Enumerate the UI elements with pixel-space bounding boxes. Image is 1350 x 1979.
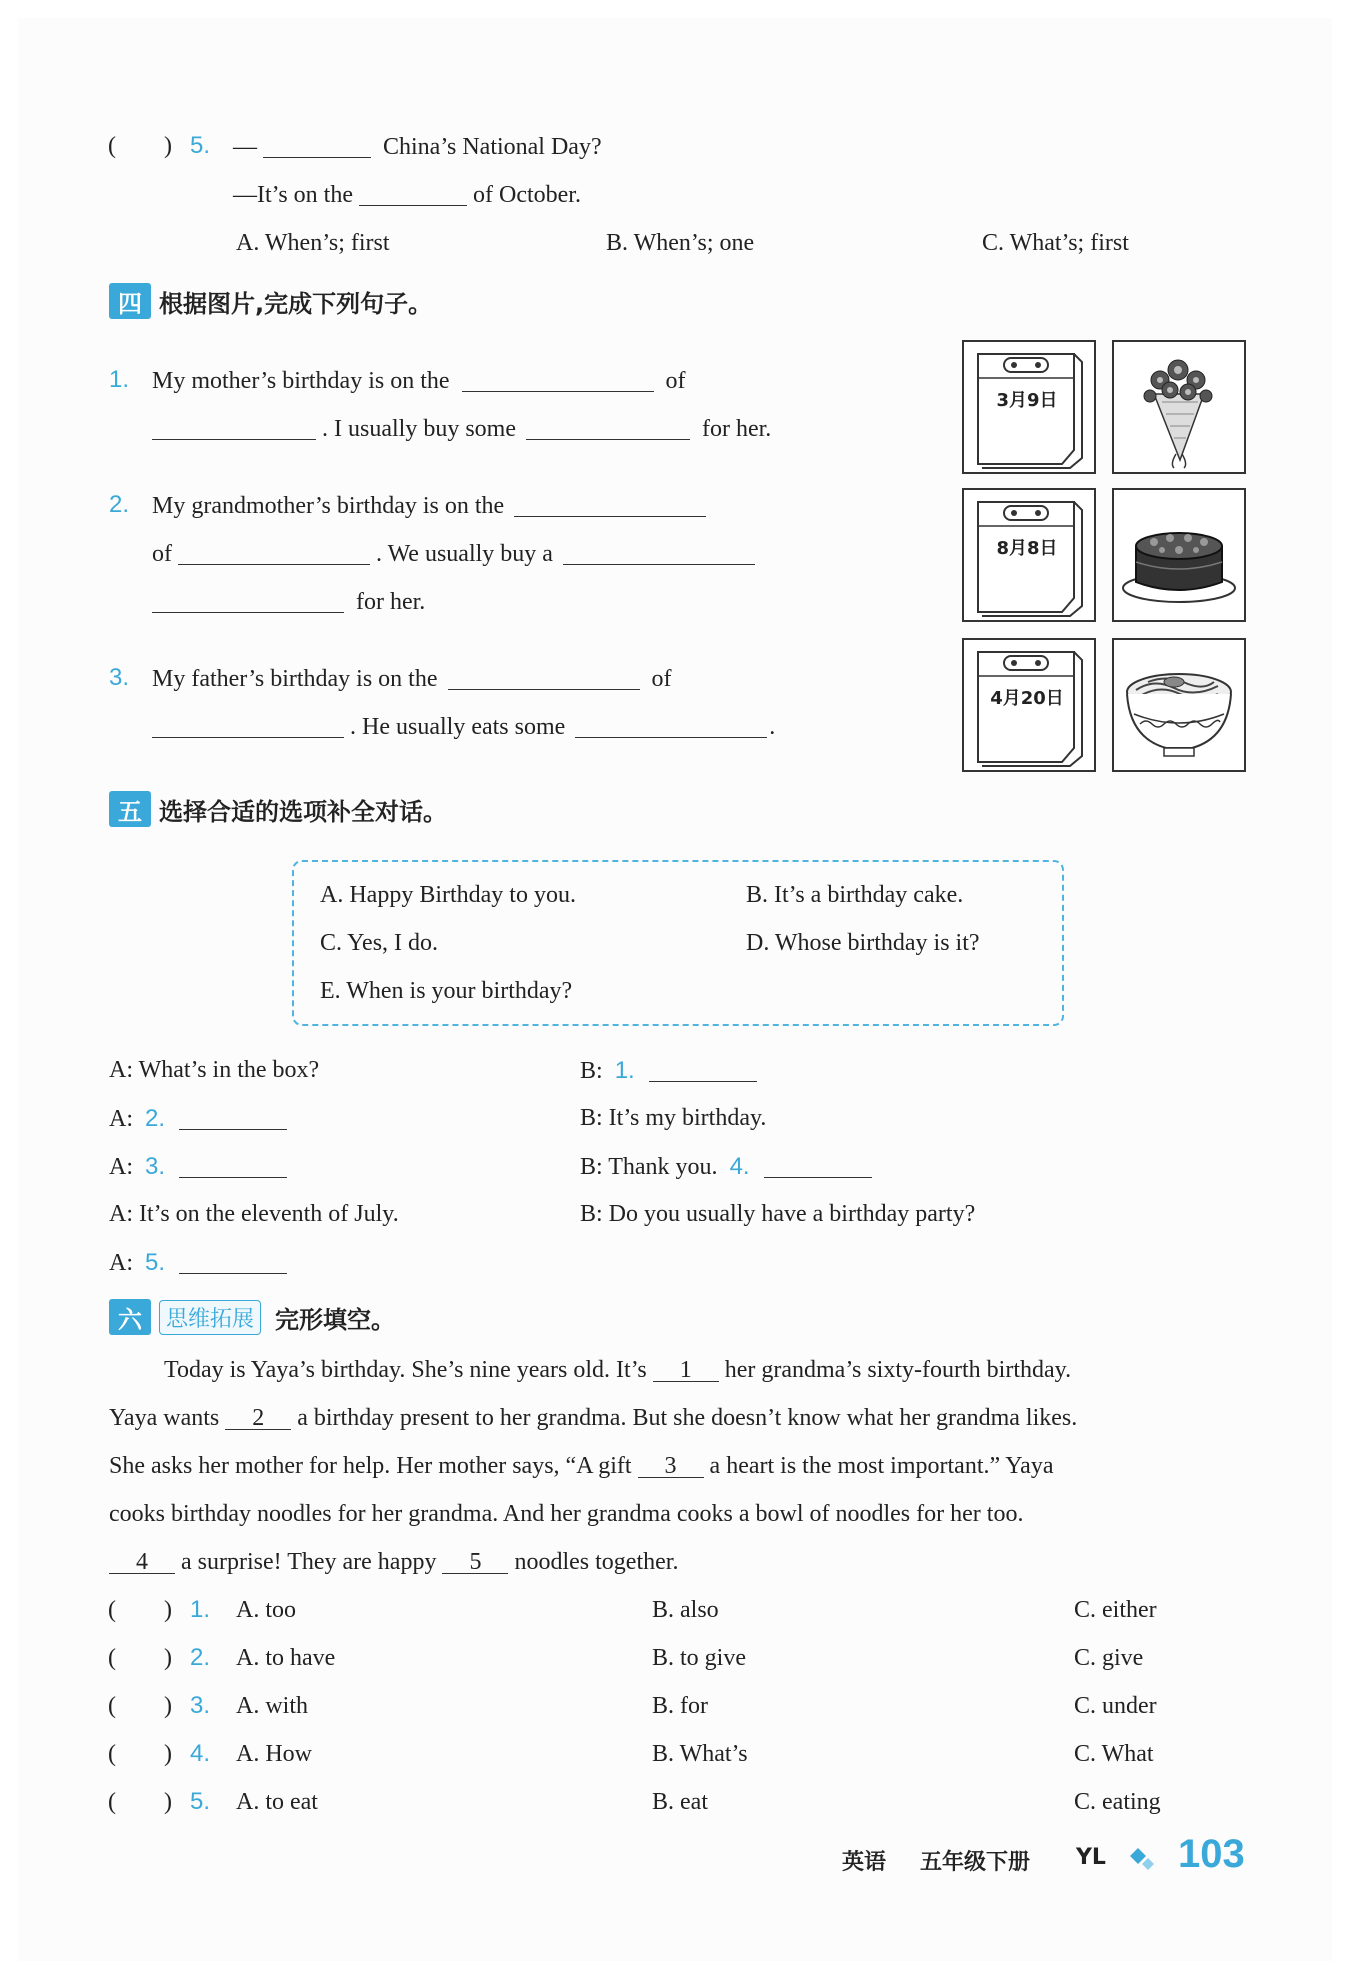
blank-number: 3. xyxy=(145,1153,166,1180)
blank-number: 5. xyxy=(145,1249,166,1276)
s4-item-1-of: of xyxy=(665,368,686,394)
answer-blank[interactable] xyxy=(462,369,654,392)
choice-a: A. to eat xyxy=(236,1789,318,1815)
choice-b: B. for xyxy=(652,1693,708,1719)
blank-number: 4. xyxy=(729,1153,750,1180)
answer-blank[interactable] xyxy=(649,1059,757,1082)
q5-line2-prefix: —It’s on the xyxy=(233,182,353,208)
section-6-badge: 六 xyxy=(109,1299,151,1335)
speaker-a: A: xyxy=(109,1250,133,1276)
s4-item-2-of: of xyxy=(152,541,172,567)
calendar-image-3 xyxy=(962,638,1096,772)
answer-paren[interactable]: ( ) xyxy=(108,1597,172,1623)
choice-b: B. to give xyxy=(652,1645,746,1671)
answer-blank[interactable] xyxy=(179,1155,287,1178)
cloze-text: noodles together. xyxy=(514,1549,679,1575)
cloze-line-5 xyxy=(109,1547,678,1577)
q5-paren: ( ) xyxy=(108,133,172,159)
dialogue-line-1b xyxy=(580,1055,763,1086)
s4-item-1-text2: . I usually buy some xyxy=(322,416,516,442)
noodles-image xyxy=(1112,638,1246,772)
s4-item-3-line1 xyxy=(152,663,672,694)
dialogue-line-3b xyxy=(580,1151,878,1182)
speaker-b: B: xyxy=(580,1058,603,1084)
choice-b: B. eat xyxy=(652,1789,708,1815)
dialogue-line-4a: A: It’s on the eleventh of July. xyxy=(109,1201,399,1227)
cloze-text: Yaya wants xyxy=(109,1405,220,1431)
choice-c: C. either xyxy=(1074,1597,1157,1623)
q5-number: 5. xyxy=(190,132,211,159)
cloze-line-4: cooks birthday noodles for her grandma. And her grandma cooks a bowl of noodles for her too. xyxy=(109,1501,1024,1527)
choice-a: A. with xyxy=(236,1693,308,1719)
q5-option-c: C. What’s; first xyxy=(982,230,1129,256)
answer-paren[interactable]: ( ) xyxy=(108,1789,172,1815)
answer-blank[interactable] xyxy=(178,542,370,565)
calendar-date-1: 3月9日 xyxy=(996,390,1058,411)
s4-item-2-number: 2. xyxy=(109,491,130,518)
cloze-line-2 xyxy=(109,1403,1077,1433)
cloze-line-1 xyxy=(164,1355,1071,1385)
footer-edition: YL xyxy=(1076,1845,1106,1870)
answer-blank[interactable] xyxy=(563,542,755,565)
cloze-gap-1[interactable]: 1 xyxy=(653,1355,719,1382)
answer-blank[interactable] xyxy=(152,590,344,613)
choice-b: B. What’s xyxy=(652,1741,748,1767)
choice-c: C. give xyxy=(1074,1645,1144,1671)
section-6-heading xyxy=(109,1299,395,1335)
s4-item-3-text2: . He usually eats some xyxy=(350,714,566,740)
question-number: 2. xyxy=(190,1644,211,1671)
page-number: 103 xyxy=(1178,1832,1245,1876)
answer-blank[interactable] xyxy=(575,715,767,738)
answer-blank[interactable] xyxy=(263,135,371,158)
question-number: 4. xyxy=(190,1740,211,1767)
answer-paren[interactable]: ( ) xyxy=(108,1693,172,1719)
answer-paren[interactable]: ( ) xyxy=(108,1645,172,1671)
dialogue-line-3a xyxy=(109,1151,293,1182)
option-b: B. It’s a birthday cake. xyxy=(746,882,964,908)
speaker-a: A: xyxy=(109,1154,133,1180)
answer-blank[interactable] xyxy=(179,1251,287,1274)
question-number: 5. xyxy=(190,1788,211,1815)
s4-item-2-line3 xyxy=(152,586,425,617)
choice-c: C. What xyxy=(1074,1741,1154,1767)
cloze-gap-2[interactable]: 2 xyxy=(225,1403,291,1430)
calendar-date-3: 4月20日 xyxy=(990,688,1064,709)
answer-blank[interactable] xyxy=(526,417,690,440)
s4-item-1-text: My mother’s birthday is on the xyxy=(152,368,450,394)
s4-item-1-number: 1. xyxy=(109,366,130,393)
cake-image xyxy=(1112,488,1246,622)
cloze-text: a birthday present to her grandma. But she doesn’t know what her grandma likes. xyxy=(297,1405,1078,1431)
answer-paren[interactable]: ( ) xyxy=(108,1741,172,1767)
choice-a: A. to have xyxy=(236,1645,336,1671)
choice-c: C. under xyxy=(1074,1693,1157,1719)
s4-item-1-text3: for her. xyxy=(701,416,772,442)
s4-item-3-line2 xyxy=(152,711,775,742)
option-d: D. Whose birthday is it? xyxy=(746,930,980,956)
q5-line2-suffix: of October. xyxy=(473,182,581,208)
s4-item-2-text2: . We usually buy a xyxy=(376,541,553,567)
s4-item-3-text: My father’s birthday is on the xyxy=(152,666,438,692)
cloze-text: Today is Yaya’s birthday. She’s nine years old. It’s xyxy=(164,1357,647,1383)
s4-item-3-of: of xyxy=(651,666,672,692)
s4-item-1-line1 xyxy=(152,365,686,396)
choice-a: A. How xyxy=(236,1741,312,1767)
calendar-date-2: 8月8日 xyxy=(996,538,1058,559)
answer-blank[interactable] xyxy=(448,667,640,690)
flower-bouquet-icon xyxy=(1114,342,1244,472)
q5-option-a: A. When’s; first xyxy=(236,230,390,256)
s4-item-1-line2 xyxy=(152,413,771,444)
s4-item-2-line2 xyxy=(152,538,761,569)
dialogue-text: B: Thank you. xyxy=(580,1154,718,1180)
option-e: E. When is your birthday? xyxy=(320,978,573,1004)
section-6-title: 完形填空。 xyxy=(275,1305,396,1334)
answer-blank[interactable] xyxy=(359,183,467,206)
choice-b: B. also xyxy=(652,1597,719,1623)
question-number: 1. xyxy=(190,1596,211,1623)
q5-dash: — xyxy=(233,134,257,160)
option-a: A. Happy Birthday to you. xyxy=(320,882,576,908)
s4-item-2-text3: for her. xyxy=(356,589,426,615)
dialogue-line-1a: A: What’s in the box? xyxy=(109,1057,320,1083)
question-number: 3. xyxy=(190,1692,211,1719)
section-5-badge: 五 xyxy=(109,791,151,827)
q5-line1-text: China’s National Day? xyxy=(383,134,602,160)
section-4-heading xyxy=(109,283,432,319)
speaker-a: A: xyxy=(109,1106,133,1132)
cloze-gap-5[interactable]: 5 xyxy=(442,1547,508,1574)
s4-item-3-period: . xyxy=(769,714,776,740)
flowers-image xyxy=(1112,340,1246,474)
q5-line1 xyxy=(233,131,602,162)
option-c: C. Yes, I do. xyxy=(320,930,439,956)
section-5-heading xyxy=(109,791,447,827)
answer-blank[interactable] xyxy=(514,494,706,517)
blank-number: 2. xyxy=(145,1105,166,1132)
diamond-icon xyxy=(1128,1846,1158,1879)
cloze-line-3 xyxy=(109,1451,1053,1481)
footer-subject: 英语 xyxy=(842,1850,887,1875)
s4-item-3-number: 3. xyxy=(109,664,130,691)
cloze-text: her grandma’s sixty-fourth birthday. xyxy=(724,1357,1072,1383)
s4-item-2-text: My grandmother’s birthday is on the xyxy=(152,493,505,519)
dialogue-line-5a xyxy=(109,1247,293,1278)
dialogue-line-2b: B: It’s my birthday. xyxy=(580,1105,767,1131)
calendar-image-2 xyxy=(962,488,1096,622)
cloze-text: a heart is the most important.” Yaya xyxy=(709,1453,1054,1479)
cloze-text: She asks her mother for help. Her mother says, “A gift xyxy=(109,1453,632,1479)
cloze-gap-4[interactable]: 4 xyxy=(109,1547,175,1574)
section-5-title: 选择合适的选项补全对话。 xyxy=(159,797,447,826)
thinking-extension-tag: 思维拓展 xyxy=(159,1300,261,1335)
dialogue-line-2a xyxy=(109,1103,293,1134)
birthday-cake-icon xyxy=(1114,490,1244,620)
s4-item-2-line1 xyxy=(152,490,712,521)
answer-blank[interactable] xyxy=(152,417,316,440)
answer-blank[interactable] xyxy=(764,1155,872,1178)
cloze-gap-3[interactable]: 3 xyxy=(638,1451,704,1478)
q5-option-b: B. When’s; one xyxy=(606,230,755,256)
cloze-text: a surprise! They are happy xyxy=(181,1549,437,1575)
answer-blank[interactable] xyxy=(152,715,344,738)
q5-line2 xyxy=(233,179,581,210)
calendar-image-1 xyxy=(962,340,1096,474)
section-4-title: 根据图片,完成下列句子。 xyxy=(159,289,433,318)
footer-grade: 五年级下册 xyxy=(920,1850,1031,1875)
dialogue-line-4b: B: Do you usually have a birthday party? xyxy=(580,1201,976,1227)
blank-number: 1. xyxy=(614,1057,635,1084)
choice-a: A. too xyxy=(236,1597,296,1623)
noodle-bowl-icon xyxy=(1114,640,1244,770)
choice-c: C. eating xyxy=(1074,1789,1161,1815)
answer-blank[interactable] xyxy=(179,1107,287,1130)
section-4-badge: 四 xyxy=(109,283,151,319)
